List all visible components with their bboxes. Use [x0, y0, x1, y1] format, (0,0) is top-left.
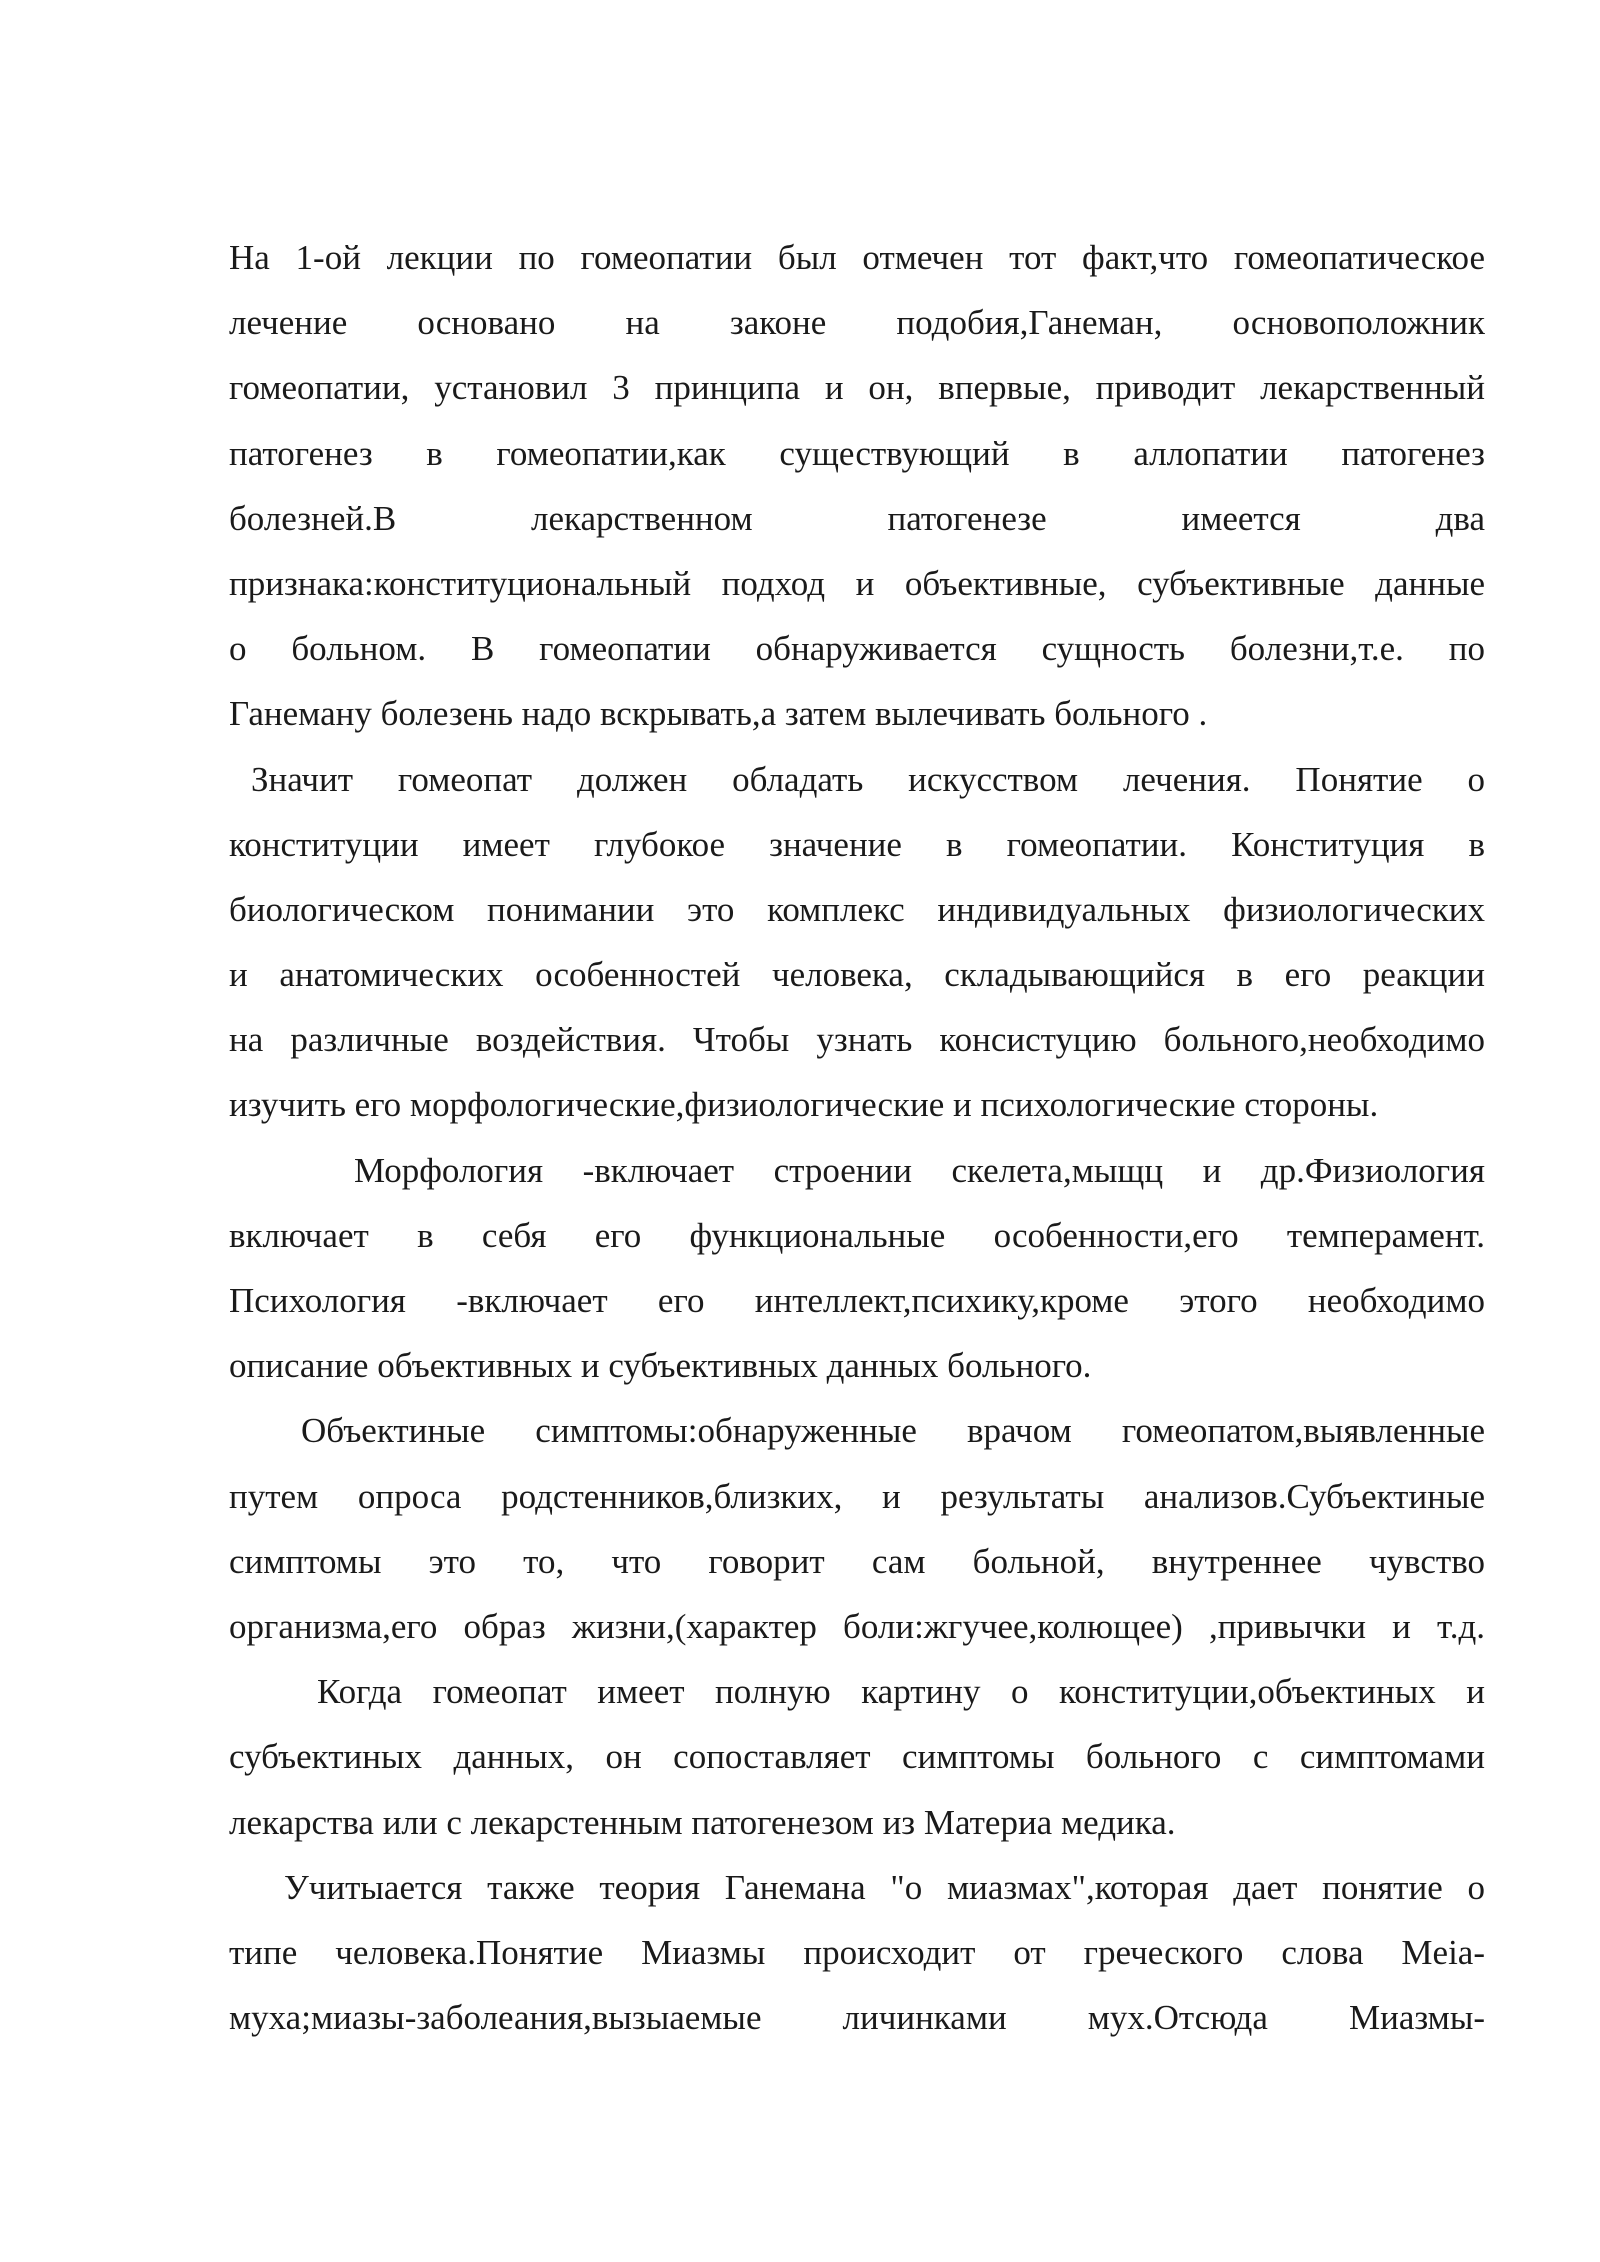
text-line: организма,его образ жизни,(характер боли:жгучее,колющее) ,привычки и т.д.	[229, 1606, 1485, 1646]
paragraph-5	[229, 1659, 1485, 1855]
text-line: Психология -включает его интеллект,психику,кроме этого необходимо	[229, 1281, 1485, 1320]
text-line: типе человека.Понятие Миазмы происходит от греческого слова Meia-	[229, 1932, 1485, 1972]
paragraph-4	[229, 1398, 1485, 1659]
text-line: включает в себя его функциональные особенности,его темперамент.	[229, 1215, 1485, 1255]
text-line: муха;миазы-заболеания,вызыаемые личинками мух.Отсюда Миазмы-	[229, 1998, 1485, 2038]
paragraph-3	[229, 1138, 1485, 1399]
text-line: патогенез в гомеопатии,как существующий в аллопатии патогенез	[229, 433, 1485, 473]
text-line: Значит гомеопат должен обладать искусством лечения. Понятие о	[251, 759, 1485, 799]
text-line: лекарства или с лекарстенным патогенезом из Материа медика.	[229, 1802, 1176, 1842]
text-line: биологическом понимании это комплекс индивидуальных физиологических	[229, 889, 1485, 929]
text-line: Морфология -включает строении скелета,мыщц и др.Физиология	[354, 1150, 1485, 1190]
text-line: признака:конституциональный подход и объективные, субъективные данные	[229, 563, 1485, 603]
text-line: описание объективных и субъективных данных больного.	[229, 1346, 1092, 1386]
text-line: симптомы это то, что говорит сам больной, внутреннее чувство	[229, 1541, 1485, 1581]
text-line: Ганеману болезень надо вскрывать,а затем вылечивать больного .	[229, 694, 1208, 734]
text-line: путем опроса родстенников,близких, и результаты анализов.Субъектиные	[229, 1476, 1485, 1516]
text-line: Когда гомеопат имеет полную картину о конституции,объектиных и	[317, 1672, 1485, 1712]
text-line: изучить его морфологические,физиологические и психологические стороны.	[229, 1085, 1379, 1125]
text-line: на различные воздействия. Чтобы узнать консистуцию больного,необходимо	[229, 1020, 1485, 1060]
text-line: гомеопатии, установил 3 принципа и он, впервые, приводит лекарственный	[229, 368, 1485, 408]
paragraph-1	[229, 225, 1485, 747]
text-line: лечение основано на законе подобия,Ганеман, основоположник	[229, 303, 1485, 343]
text-line: Объектиные симптомы:обнаруженные врачом гомеопатом,выявленные	[301, 1411, 1485, 1451]
text-line: субъектиных данных, он сопоставляет симптомы больного с симптомами	[229, 1737, 1485, 1777]
text-line: конституции имеет глубокое значение в гомеопатии. Конституция в	[229, 824, 1485, 864]
document-text	[229, 225, 1485, 2050]
paragraph-2	[229, 747, 1485, 1138]
text-line: На 1-ой лекции по гомеопатии был отмечен тот факт,что гомеопатическое	[229, 238, 1485, 277]
text-line: о больном. В гомеопатии обнаруживается сущность болезни,т.е. по	[229, 629, 1485, 669]
paragraph-6	[229, 1855, 1485, 2051]
text-line: Учитыается также теория Ганемана "о миазмах",которая дает понятие о	[284, 1867, 1485, 1907]
text-line: и анатомических особенностей человека, складывающийся в его реакции	[229, 955, 1485, 995]
text-line: болезней.В лекарственном патогенезе имеется два	[229, 498, 1485, 538]
